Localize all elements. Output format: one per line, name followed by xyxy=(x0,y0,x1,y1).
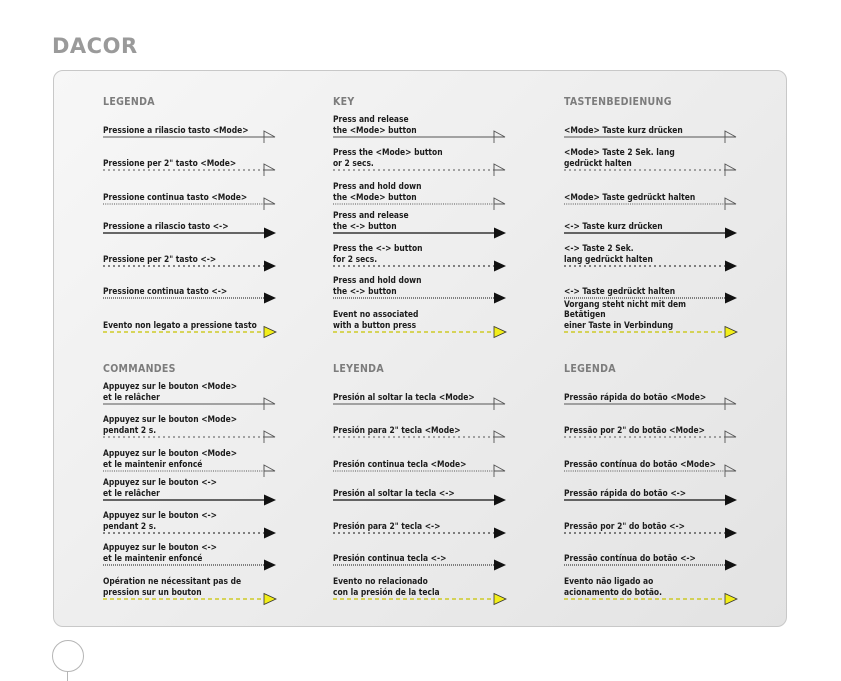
entry-label: Pressione continua tasto <Mode> xyxy=(103,191,248,202)
entry-label: Press the <-> button for 2 secs. xyxy=(333,243,423,264)
entry-label: Press and release the <Mode> button xyxy=(333,114,417,135)
entry-label: Press and hold down the <Mode> button xyxy=(333,181,422,202)
legend-column xyxy=(564,363,739,623)
entry-label: Presión al soltar la tecla <Mode> xyxy=(333,391,475,402)
page-marker-circle xyxy=(52,640,84,672)
entry-label: <-> Taste kurz drücken xyxy=(564,220,663,231)
entry-label: Press the <Mode> button or 2 secs. xyxy=(333,147,443,168)
legend-column xyxy=(103,363,278,623)
no-press-arrow-icon xyxy=(333,591,508,607)
entry-label: Press and hold down the <-> button xyxy=(333,275,422,296)
entry-label: Vorgang steht nicht mit dem Betätigen einer Taste in Verbindung xyxy=(564,298,686,330)
entry-label: Pressão por 2" do botão <Mode> xyxy=(564,424,705,435)
entry-label: <Mode> Taste kurz drücken xyxy=(564,124,683,135)
entry-label: <-> Taste 2 Sek. lang gedrückt halten xyxy=(564,243,653,264)
legend-column xyxy=(333,96,508,356)
entry-label: Press and release the <-> button xyxy=(333,210,409,231)
legend-column xyxy=(333,363,508,623)
entry-label: Pressione continua tasto <-> xyxy=(103,285,228,296)
entry-label: Presión para 2" tecla <Mode> xyxy=(333,424,461,435)
entry-label: Appuyez sur le bouton <-> pendant 2 s. xyxy=(103,510,217,531)
entry-label: Pressione a rilascio tasto <-> xyxy=(103,220,229,231)
no-press-arrow-icon xyxy=(564,591,739,607)
page-marker-tick xyxy=(67,671,68,681)
legend-column xyxy=(103,96,278,356)
entry-label: Event no associated with a button press xyxy=(333,309,419,330)
entry-label: Pressione per 2" tasto <Mode> xyxy=(103,157,237,168)
legend-entry xyxy=(103,363,278,597)
entry-label: <Mode> Taste 2 Sek. lang gedrückt halten xyxy=(564,147,675,168)
entry-label: Appuyez sur le bouton <Mode> pendant 2 s. xyxy=(103,414,238,435)
entry-label: Pressão rápida do botão <Mode> xyxy=(564,391,707,402)
entry-label: Pressione per 2" tasto <-> xyxy=(103,253,217,264)
column-title: LEYENDA xyxy=(333,363,384,375)
entry-label: Evento no relacionado con la presión de la tecla xyxy=(333,576,440,597)
column-title: LEGENDA xyxy=(103,96,155,108)
no-press-arrow-icon xyxy=(103,324,278,340)
entry-label: Pressão contínua do botão <-> xyxy=(564,552,696,563)
legend-entry xyxy=(564,96,739,330)
column-title: LEGENDA xyxy=(564,363,616,375)
dacor-logo: DACOR xyxy=(52,34,138,58)
entry-label: Evento não ligado ao acionamento do botão. xyxy=(564,576,662,597)
no-press-arrow-icon xyxy=(333,324,508,340)
column-title: KEY xyxy=(333,96,355,108)
entry-label: Appuyez sur le bouton <Mode> et le maintenir enfoncé xyxy=(103,448,238,469)
legend-column xyxy=(564,96,739,356)
entry-label: Pressão contínua do botão <Mode> xyxy=(564,458,716,469)
column-title: COMMANDES xyxy=(103,363,176,375)
entry-label: Appuyez sur le bouton <-> et le relâcher xyxy=(103,477,217,498)
entry-label: Pressione a rilascio tasto <Mode> xyxy=(103,124,249,135)
entry-label: Appuyez sur le bouton <-> et le maintenir enfoncé xyxy=(103,542,217,563)
column-title: TASTENBEDIENUNG xyxy=(564,96,672,108)
entry-label: Pressão por 2" do botão <-> xyxy=(564,520,685,531)
entry-label: <Mode> Taste gedrückt halten xyxy=(564,191,696,202)
entry-label: Presión continua tecla <Mode> xyxy=(333,458,467,469)
entry-label: Evento non legato a pressione tasto xyxy=(103,319,257,330)
legend-entry xyxy=(564,363,739,597)
no-press-arrow-icon xyxy=(103,591,278,607)
no-press-arrow-icon xyxy=(564,324,739,340)
entry-label: Presión continua tecla <-> xyxy=(333,552,447,563)
legend-entry xyxy=(333,96,508,330)
legend-entry xyxy=(103,96,278,330)
entry-label: Presión para 2" tecla <-> xyxy=(333,520,441,531)
entry-label: Opération ne nécessitant pas de pression sur un bouton xyxy=(103,576,242,597)
entry-label: Presión al soltar la tecla <-> xyxy=(333,487,455,498)
legend-entry xyxy=(333,363,508,597)
entry-label: <-> Taste gedrückt halten xyxy=(564,285,676,296)
entry-label: Pressão rápida do botão <-> xyxy=(564,487,687,498)
entry-label: Appuyez sur le bouton <Mode> et le relâcher xyxy=(103,381,238,402)
